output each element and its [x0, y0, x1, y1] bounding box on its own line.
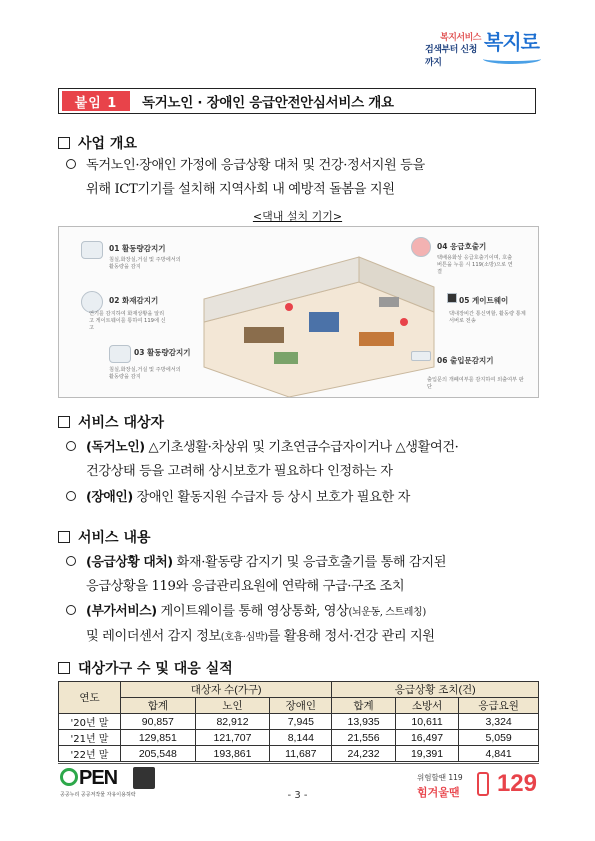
device-label-motion-2: 03 활동량감지기 [134, 348, 191, 357]
table-row: '22년 말 205,548 193,861 11,687 24,232 19,391 4,841 [59, 746, 539, 762]
hotline-number: 129 [496, 770, 537, 797]
circle-bullet-icon [66, 441, 76, 451]
header-sub: 합계 [332, 698, 395, 714]
kogl-type-icon [133, 767, 155, 789]
kogl-open-logo: PEN [60, 767, 117, 790]
content-extra-paragraph: (부가서비스) 게이트웨이를 통해 영상통화, 영상(뇌운동, 스트레칭) 및 레이더센서 감지 정보(호흡·심박)를 활용해 정서·건강 관리 지원 [66, 600, 546, 650]
footer-divider [58, 763, 539, 764]
header-sub: 노인 [195, 698, 270, 714]
logo-swoosh-icon [483, 54, 541, 64]
figure-caption: <댁내 설치 기기> [252, 210, 343, 223]
door-sensor-icon [411, 351, 431, 361]
header-sub: 장애인 [270, 698, 332, 714]
header-group-response: 응급상황 조치(건) [332, 682, 539, 698]
motion-sensor-icon [81, 241, 103, 259]
square-bullet-icon [58, 531, 70, 543]
square-bullet-icon [58, 662, 70, 674]
page-number: - 3 - [287, 790, 308, 801]
header-sub: 소방서 [395, 698, 458, 714]
section-heading-results: 대상가구 수 및 대응 실적 [58, 658, 233, 678]
circle-bullet-icon [66, 605, 76, 615]
hotline-line2: 힘겨울땐 [417, 786, 460, 799]
square-bullet-icon [58, 416, 70, 428]
target-disabled-paragraph: (장애인) 장애인 활동지원 수급자 등 상시 보호가 필요한 자 [66, 486, 546, 510]
device-desc-door: 출입문의 개폐여부를 감지하여 외출여부 판단 [427, 377, 524, 390]
device-desc-motion-2: 침실,화장실,거실 및 주방에서의 활동량을 감지 [109, 367, 181, 380]
circle-bullet-icon [66, 159, 76, 169]
section-heading-target: 서비스 대상자 [58, 412, 164, 432]
bokjiro-logo [425, 24, 545, 68]
motion-sensor-icon [109, 345, 131, 363]
section-heading-content: 서비스 내용 [58, 527, 151, 547]
logo-line1: 복지서비스 [440, 33, 481, 43]
gateway-icon [447, 293, 457, 303]
header-sub: 응급요원 [459, 698, 539, 714]
circle-bullet-icon [66, 556, 76, 566]
header-group-target: 대상자 수(가구) [121, 682, 332, 698]
circle-bullet-icon [66, 491, 76, 501]
kogl-license-text: 공공누리 공공저작물 자유이용허락 [60, 792, 136, 798]
device-label-fire: 02 화재감지기 [109, 296, 159, 305]
device-label-gateway: 05 게이트웨이 [459, 296, 509, 305]
target-elderly-paragraph: (독거노인) △기초생활·차상위 및 기초연금수급자이거나 △생활여건· 건강상태 등을 고려해 상시보호가 필요하다 인정하는 자 [66, 436, 546, 484]
header-sub: 합계 [121, 698, 196, 714]
open-circle-icon [60, 768, 78, 786]
results-table [58, 681, 539, 762]
content-emergency-paragraph: (응급상황 대처) 화재·활동량 감지기 및 응급호출기를 통해 감지된 응급상황을 119와 응급관리요원에 연락해 구급·구조 조치 [66, 551, 546, 599]
device-desc-gateway: 댁내장비간 통신역할, 활동량 통계 서버로 전송 [449, 311, 526, 324]
section-heading-overview: 사업 개요 [58, 133, 137, 153]
table-row: '21년 말 129,851 121,707 8,144 21,556 16,497 5,059 [59, 730, 539, 746]
device-label-call: 04 응급호출기 [437, 242, 487, 251]
hotline-logo [417, 770, 537, 800]
square-bullet-icon [58, 137, 70, 149]
device-desc-motion-1: 침실,화장실,거실 및 주방에서의 활동량을 감지 [109, 257, 181, 270]
phone-icon [477, 772, 489, 796]
device-label-door: 06 출입문감지기 [437, 356, 494, 365]
fire-detector-icon [81, 291, 103, 313]
page-title-bar [58, 88, 536, 114]
overview-paragraph: 독거노인·장애인 가정에 응급상황 대처 및 건강·정서지원 등을 위해 ICT기기를 설치해 지역사회 내 예방적 돌봄을 지원 [66, 154, 546, 202]
emergency-button-icon [411, 237, 431, 257]
header-year: 연도 [59, 682, 121, 714]
logo-line2: 검색부터 신청까지 [425, 45, 477, 68]
device-desc-call: 택배용화상 응급호출기이며, 호출버튼을 누를 시 119(소방)으로 연결 [437, 255, 513, 275]
attachment-badge: 붙임 1 [62, 91, 130, 111]
device-illustration [58, 226, 539, 398]
table-row: '20년 말 90,857 82,912 7,945 13,935 10,611 3,324 [59, 714, 539, 730]
logo-brand: 복지로 [484, 30, 539, 54]
device-label-motion-1: 01 활동량감지기 [109, 244, 166, 253]
hotline-line1: 위험할땐 119 [417, 773, 463, 782]
page-title: 독거노인 · 장애인 응급안전안심서비스 개요 [142, 95, 394, 111]
device-desc-fire: 연기를 감지하여 화재상황을 알리고 게이트웨이를 통하여 119에 신고 [89, 311, 166, 331]
